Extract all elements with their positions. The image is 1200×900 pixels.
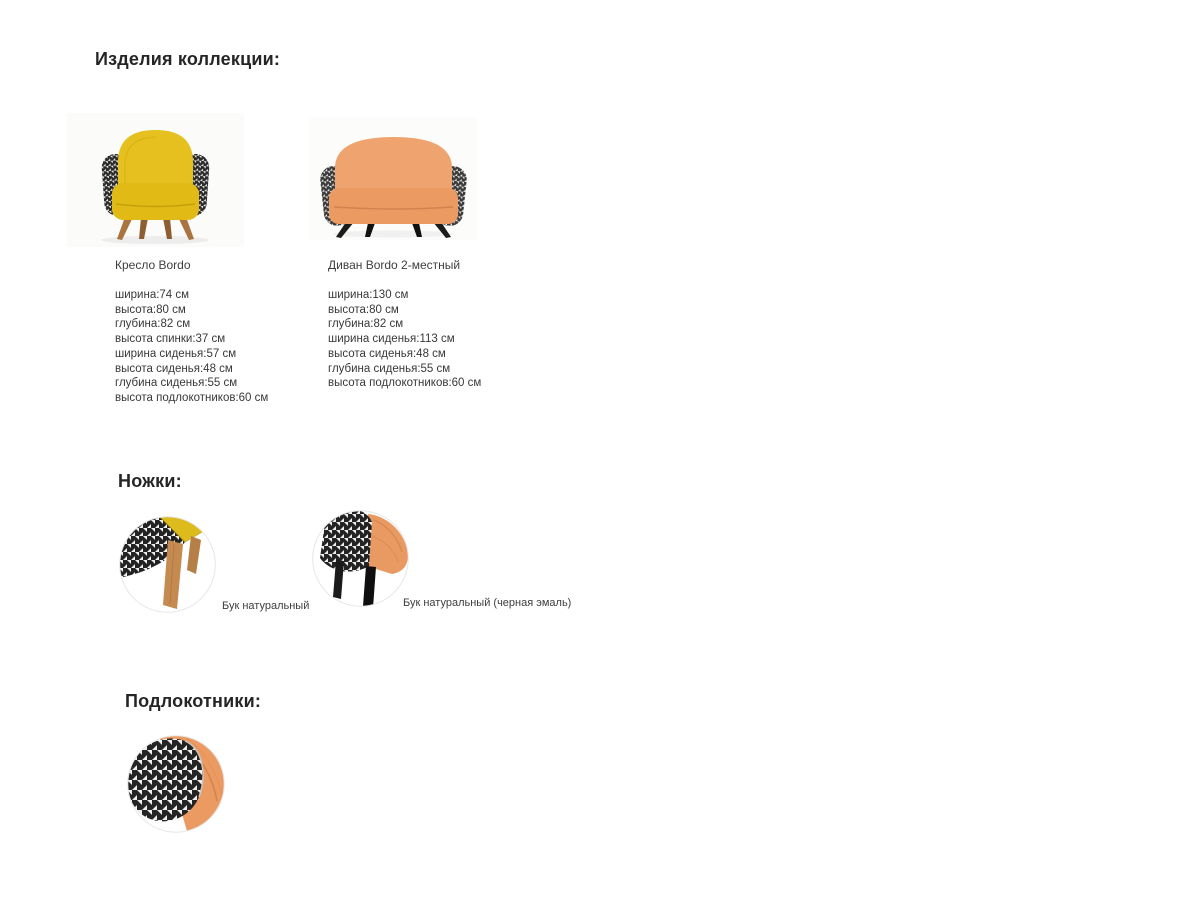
product-name-sofa: Диван Bordo 2-местный — [328, 258, 461, 272]
houndstooth-armrest-photo — [127, 735, 225, 833]
spec-line: высота подлокотников:60 см — [328, 377, 482, 390]
sofa-specs — [328, 288, 481, 391]
spec-line: ширина:74 см — [115, 289, 190, 301]
spec-line: высота спинки:37 см — [115, 333, 226, 346]
yellow-armchair-illustration — [67, 113, 244, 247]
black-enamel-legs-photo — [312, 510, 409, 607]
armchair-photo — [67, 113, 244, 247]
spec-line: ширина:130 см — [328, 289, 409, 301]
spec-line: глубина сиденья:55 см — [115, 377, 238, 390]
spec-line: высота сиденья:48 см — [115, 362, 233, 375]
sofa-photo — [310, 118, 477, 240]
spec-line: ширина сиденья:113 см — [328, 333, 455, 346]
houndstooth-armrest-illustration — [127, 735, 225, 833]
armchair-specs — [115, 288, 268, 406]
natural-beech-legs-photo — [119, 516, 216, 613]
spec-line: высота:80 см — [115, 303, 186, 316]
armrests-section-title: Подлокотники: — [125, 691, 262, 711]
black-enamel-legs-illustration — [312, 510, 409, 607]
orange-sofa-illustration — [310, 118, 477, 240]
spec-line: глубина сиденья:55 см — [328, 362, 451, 375]
leg-label-black: Бук натуральный (черная эмаль) — [403, 597, 572, 609]
natural-beech-legs-illustration — [119, 516, 216, 613]
spec-line: высота:80 см — [328, 303, 399, 316]
products-section-title: Изделия коллекции: — [95, 49, 281, 69]
spec-line: высота сиденья:48 см — [328, 347, 446, 360]
spec-line: высота подлокотников:60 см — [115, 391, 269, 404]
spec-line: глубина:82 см — [115, 318, 191, 331]
spec-line: глубина:82 см — [328, 318, 404, 331]
legs-section-title: Ножки: — [118, 471, 182, 491]
spec-line: ширина сиденья:57 см — [115, 347, 237, 360]
product-name-armchair: Кресло Bordo — [115, 258, 191, 272]
leg-label-natural: Бук натуральный — [222, 600, 310, 612]
